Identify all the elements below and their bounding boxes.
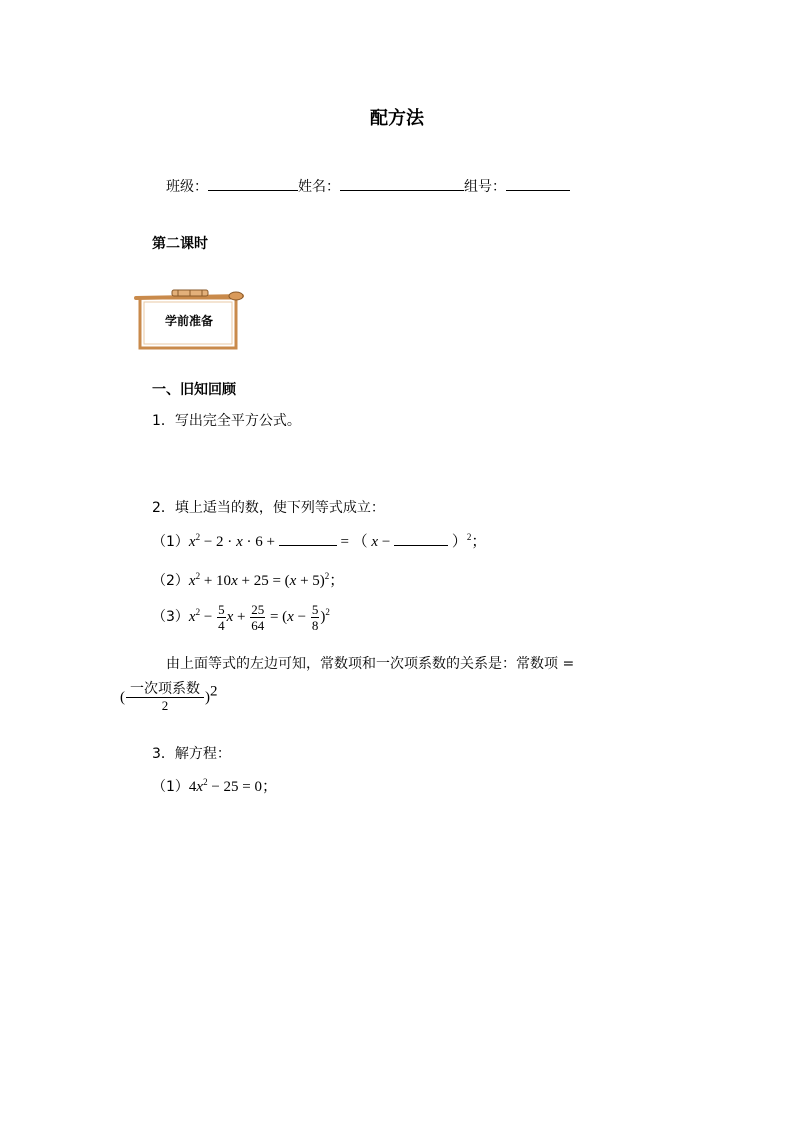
name-blank (340, 176, 464, 191)
eq2-math: $x^2 + 10x + 25 = (x + 5)^2$； (188, 571, 345, 589)
eq1-math: $x^2 - 2 \cdot x \cdot 6$ + = （ x − ）$^2$； (188, 532, 487, 550)
fraction: $\frac{5}{8}$ (311, 602, 319, 633)
name-label: 姓名： (298, 179, 340, 195)
item-prefix: （3） (152, 608, 189, 625)
fraction: $\frac{5}{4}$ (218, 602, 225, 633)
group-blank (506, 176, 570, 191)
relation-formula: ( $\frac{\text{一次项系数}}{2}$ )$^2$ (120, 681, 218, 713)
item-prefix: （1） (152, 534, 189, 550)
equation-2 (152, 571, 344, 591)
class-label: 班级： (166, 179, 208, 195)
fraction: $\frac{25}{64}$ (251, 602, 265, 633)
equation-3 (152, 602, 330, 633)
question-2: 2．填上适当的数，使下列等式成立： (152, 500, 385, 516)
question-1: 1．写出完全平方公式。 (152, 413, 301, 429)
student-info-line (166, 176, 570, 197)
equation-4 (152, 777, 277, 797)
badge-label: 学前准备 (164, 314, 213, 328)
fraction: $\frac{\text{一次项系数}}{2}$ (126, 682, 204, 713)
class-blank (208, 176, 298, 191)
eq3-math: $x^2$ − $\frac{5}{4}$ x + $\frac{25}{64}$ = (x − $\frac{5}{8}$ )$^2$ (188, 602, 330, 633)
item-prefix: （2） (152, 573, 189, 589)
lesson-label: 第二课时 (152, 236, 208, 252)
relation-text: 由上面等式的左边可知，常数项和一次项系数的关系是：常数项 = (166, 656, 575, 672)
eq1-blank-1 (279, 531, 337, 546)
group-label: 组号： (464, 179, 506, 195)
equation-1 (152, 531, 486, 552)
section-badge (134, 284, 244, 352)
page-title: 配方法 (370, 108, 424, 129)
eq4-math: $4x^2 - 25 = 0$； (188, 777, 278, 795)
eq1-blank-2 (394, 531, 448, 546)
question-3: 3．解方程： (152, 746, 231, 762)
item-prefix: （1） (152, 779, 189, 795)
section-heading: 一、旧知回顾 (152, 382, 236, 398)
